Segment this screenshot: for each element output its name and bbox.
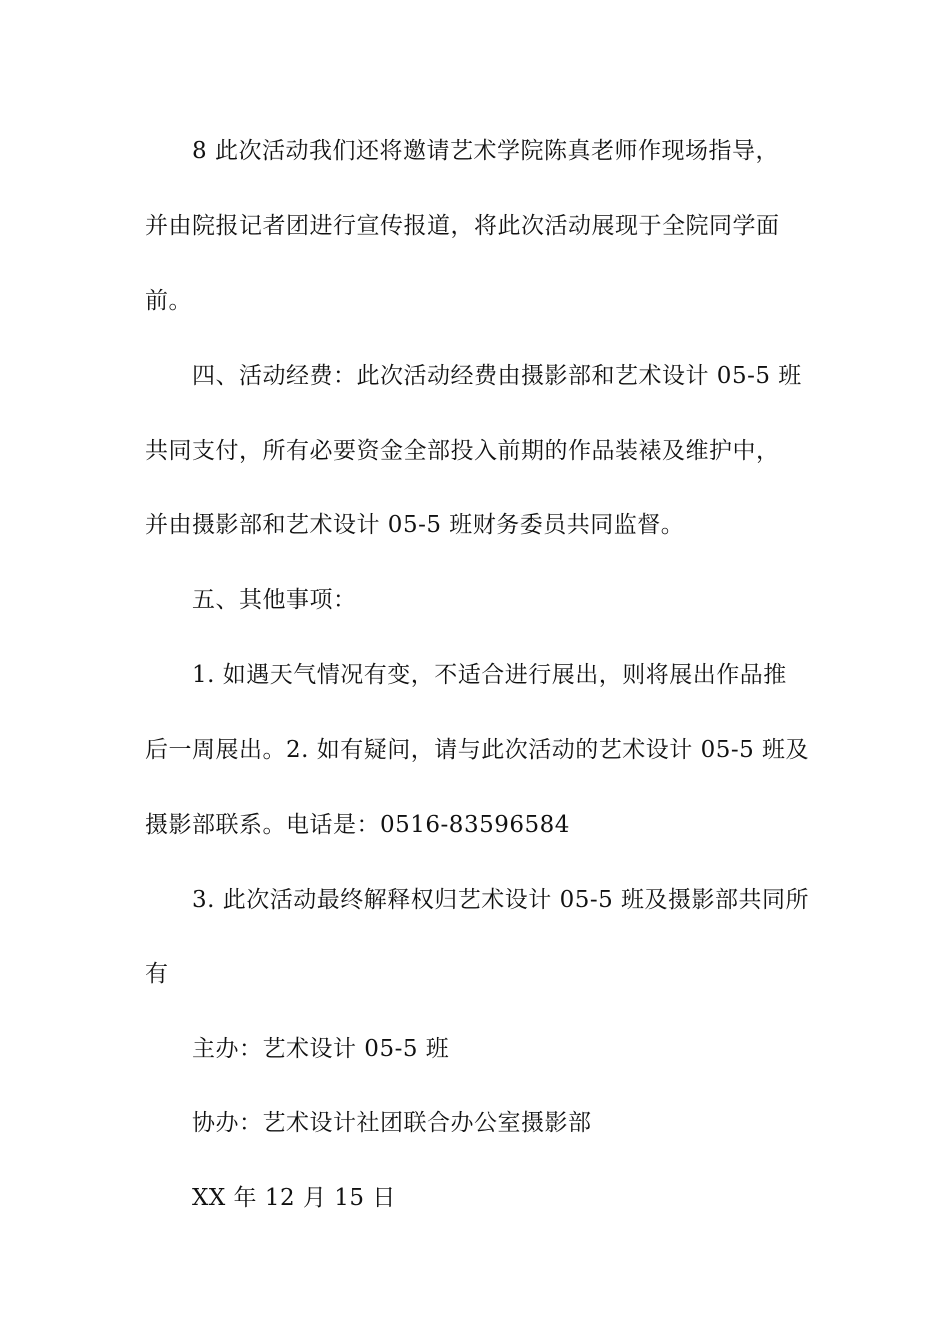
paragraph-line: 并由院报记者团进行宣传报道，将此次活动展现于全院同学面 (145, 213, 780, 239)
co-organizer-line: 协办：艺术设计社团联合办公室摄影部 (192, 1110, 592, 1136)
paragraph-line: 共同支付，所有必要资金全部投入前期的作品装裱及维护中， (145, 438, 780, 464)
paragraph-line: 有 (145, 961, 169, 987)
paragraph-line: 3. 此次活动最终解释权归艺术设计 05-5 班及摄影部共同所 (192, 887, 810, 913)
contact-phone-line: 摄影部联系。电话是：0516-83596584 (145, 812, 570, 838)
date-line: XX 年 12 月 15 日 (192, 1185, 396, 1211)
paragraph-line: 8 此次活动我们还将邀请艺术学院陈真老师作现场指导， (192, 138, 779, 164)
paragraph-line: 1. 如遇天气情况有变，不适合进行展出，则将展出作品推 (192, 662, 787, 688)
section-heading-funding: 四、活动经费：此次活动经费由摄影部和艺术设计 05-5 班 (192, 363, 802, 389)
paragraph-line: 前。 (145, 288, 192, 314)
section-heading-other: 五、其他事项： (192, 587, 357, 613)
paragraph-line: 并由摄影部和艺术设计 05-5 班财务委员共同监督。 (145, 512, 685, 538)
organizer-line: 主办：艺术设计 05-5 班 (192, 1036, 450, 1062)
paragraph-line: 后一周展出。2. 如有疑问，请与此次活动的艺术设计 05-5 班及 (145, 737, 810, 763)
